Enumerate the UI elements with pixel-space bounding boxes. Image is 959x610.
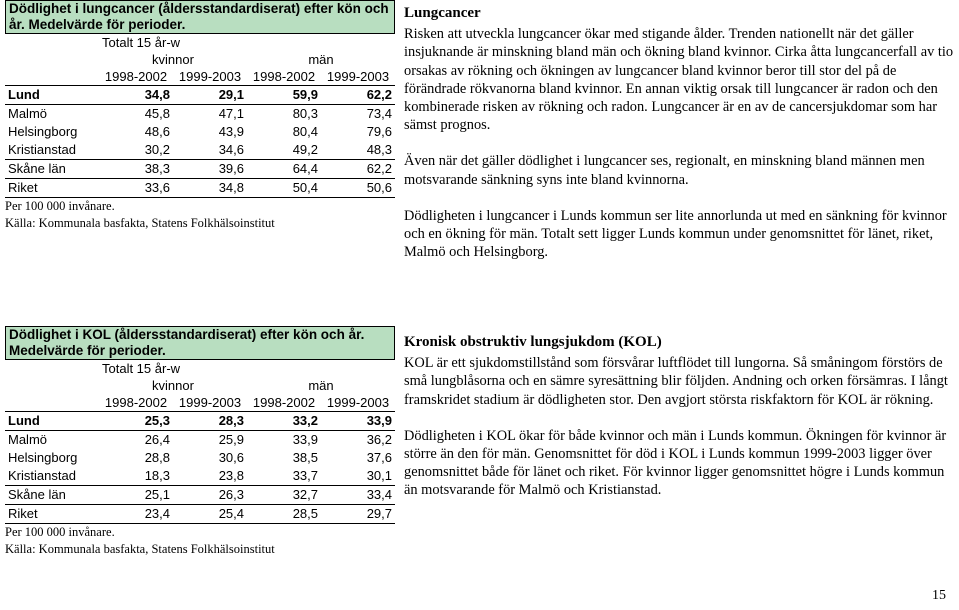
paragraph: Även när det gäller dödlighet i lungcancer ses, regionalt, en minskning bland männen men motsvarande sänkning syns inte bland kvinnorna. <box>404 153 925 188</box>
cell-value: 64,4 <box>247 160 321 179</box>
lungcancer-section <box>404 4 956 261</box>
row-name: Malmö <box>8 106 48 121</box>
cell-value: 50,4 <box>247 179 321 198</box>
cell-value: 45,8 <box>144 106 170 121</box>
cell-value: 43,9 <box>218 124 244 139</box>
period-header: 1999-2003 <box>321 68 395 86</box>
kol-table-title: Dödlighet i KOL (åldersstandardiserat) efter kön och år. Medelvärde för perioder. <box>5 326 395 360</box>
paragraph: Dödligheten i lungcancer i Lunds kommun ser lite annorlunda ut med en sänkning för kvinnor och en ökning för män. Totalt sett ligger Lunds kommun under genomsnittet för länet, riket, Malmö och Helsingborg. <box>404 207 947 261</box>
cell-value: 34,8 <box>99 86 173 105</box>
cell-value: 73,4 <box>366 106 392 121</box>
cell-value: 37,6 <box>366 450 392 465</box>
cell-value: 34,6 <box>173 141 247 160</box>
table-source: Källa: Kommunala basfakta, Statens Folkhälsoinstitut <box>5 216 275 230</box>
cell-value: 62,2 <box>321 86 395 105</box>
cell-value: 62,2 <box>321 160 395 179</box>
cell-value: 32,7 <box>247 486 321 505</box>
table-row <box>5 431 395 450</box>
cell-value: 79,6 <box>366 124 392 139</box>
table-row <box>5 449 395 467</box>
section-heading: Lungcancer <box>404 5 481 21</box>
cell-value: 25,1 <box>99 486 173 505</box>
row-name: Kristianstad <box>5 467 99 486</box>
cell-value: 30,2 <box>99 141 173 160</box>
table-row <box>5 105 395 124</box>
table-row <box>5 86 395 105</box>
table-row <box>5 412 395 431</box>
cell-value: 36,2 <box>366 432 392 447</box>
row-name: Helsingborg <box>8 450 78 465</box>
period-header: 1998-2002 <box>247 68 321 86</box>
cell-value: 47,1 <box>218 106 244 121</box>
row-name: Riket <box>5 505 99 524</box>
cell-value: 29,7 <box>321 505 395 524</box>
table-source: Källa: Kommunala basfakta, Statens Folkhälsoinstitut <box>5 542 275 556</box>
kol-data-table <box>5 360 395 524</box>
table-row <box>5 123 395 141</box>
kol-section <box>404 333 956 500</box>
table-note: Per 100 000 invånare. <box>5 525 115 539</box>
table-row <box>5 179 395 198</box>
cell-value: 33,9 <box>292 432 318 447</box>
table-span-label: Totalt 15 år-w <box>102 361 181 376</box>
table-row <box>5 160 395 179</box>
row-name: Helsingborg <box>8 124 78 139</box>
cell-value: 28,5 <box>247 505 321 524</box>
cell-value: 80,3 <box>292 106 318 121</box>
table-row <box>5 141 395 160</box>
period-header: 1998-2002 <box>99 394 173 412</box>
cell-value: 48,6 <box>144 124 170 139</box>
page-number: 15 <box>932 588 946 603</box>
paragraph: Dödligheten i KOL ökar för både kvinnor och män i Lunds kommun. Ökningen för kvinnor är större än den för män. Genomsnittet för död i KOL i Lunds kommun 1999-2003 ligger över genomsnittet både för länet och riket. För kvinnor ligger genomsnittet högre i Lunds kommun än motsvarande för Malmö och Kristianstad. <box>404 427 947 499</box>
cell-value: 28,3 <box>173 412 247 431</box>
cell-value: 49,2 <box>247 141 321 160</box>
section-heading: Kronisk obstruktiv lungsjukdom (KOL) <box>404 334 662 350</box>
cell-value: 25,3 <box>99 412 173 431</box>
row-name: Skåne län <box>5 160 99 179</box>
period-header: 1999-2003 <box>173 394 247 412</box>
cell-value: 25,4 <box>173 505 247 524</box>
cell-value: 23,8 <box>173 467 247 486</box>
cell-value: 29,1 <box>173 86 247 105</box>
row-name: Lund <box>5 86 99 105</box>
cell-value: 34,8 <box>173 179 247 198</box>
period-header: 1999-2003 <box>321 394 395 412</box>
row-name: Kristianstad <box>5 141 99 160</box>
lungcancer-data-table <box>5 34 395 198</box>
cell-value: 30,6 <box>218 450 244 465</box>
cell-value: 48,3 <box>321 141 395 160</box>
cell-value: 38,3 <box>99 160 173 179</box>
lungcancer-table-title: Dödlighet i lungcancer (åldersstandardiserat) efter kön och år. Medelvärde för perioder. <box>5 0 395 34</box>
row-name: Malmö <box>8 432 48 447</box>
group-label-men: män <box>308 378 334 393</box>
period-header: 1998-2002 <box>247 394 321 412</box>
cell-value: 26,4 <box>144 432 170 447</box>
group-label-men: män <box>308 52 334 67</box>
cell-value: 33,2 <box>247 412 321 431</box>
cell-value: 38,5 <box>292 450 318 465</box>
cell-value: 39,6 <box>173 160 247 179</box>
row-name: Riket <box>5 179 99 198</box>
cell-value: 33,9 <box>321 412 395 431</box>
group-label-women: kvinnor <box>152 378 194 393</box>
group-label-women: kvinnor <box>152 52 194 67</box>
cell-value: 26,3 <box>173 486 247 505</box>
cell-value: 33,6 <box>99 179 173 198</box>
cell-value: 30,1 <box>321 467 395 486</box>
period-header: 1999-2003 <box>173 68 247 86</box>
cell-value: 50,6 <box>321 179 395 198</box>
cell-value: 33,4 <box>321 486 395 505</box>
cell-value: 23,4 <box>99 505 173 524</box>
paragraph: KOL är ett sjukdomstillstånd som försvårar luftflödet till lungorna. Så småningom förstörs de små lungblåsorna och en sämre syresättning blir följden. Andning och orken försämras. I långt framskridet stadium är dödligheten stor. Den avgjort största riskfaktorn för KOL är rökning. <box>404 355 948 408</box>
table-row <box>5 467 395 486</box>
table-row <box>5 505 395 524</box>
table-span-label: Totalt 15 år-w <box>102 35 181 50</box>
cell-value: 18,3 <box>99 467 173 486</box>
cell-value: 59,9 <box>247 86 321 105</box>
paragraph: Risken att utveckla lungcancer ökar med stigande ålder. Trenden nationellt när det gäller insjuknande är minskning bland män och ökning bland kvinnor. Cirka åtta lungcancerfall av tio orsakas av rökning och ökningen av lungcancer bland kvinnor beror till stor del på de förändrade rökvanorna bland kvinnor. En annan viktig orsak till lungcancer är radon och den kombinerade risken av rökning och radon. Lungcancer är en av de cancersjukdomar som har sämst prognos. <box>404 26 954 134</box>
table-note: Per 100 000 invånare. <box>5 199 115 213</box>
cell-value: 33,7 <box>247 467 321 486</box>
cell-value: 25,9 <box>218 432 244 447</box>
cell-value: 28,8 <box>144 450 170 465</box>
period-header: 1998-2002 <box>99 68 173 86</box>
kol-table <box>5 326 395 558</box>
row-name: Skåne län <box>5 486 99 505</box>
lungcancer-table <box>5 0 395 232</box>
table-row <box>5 486 395 505</box>
row-name: Lund <box>5 412 99 431</box>
cell-value: 80,4 <box>292 124 318 139</box>
